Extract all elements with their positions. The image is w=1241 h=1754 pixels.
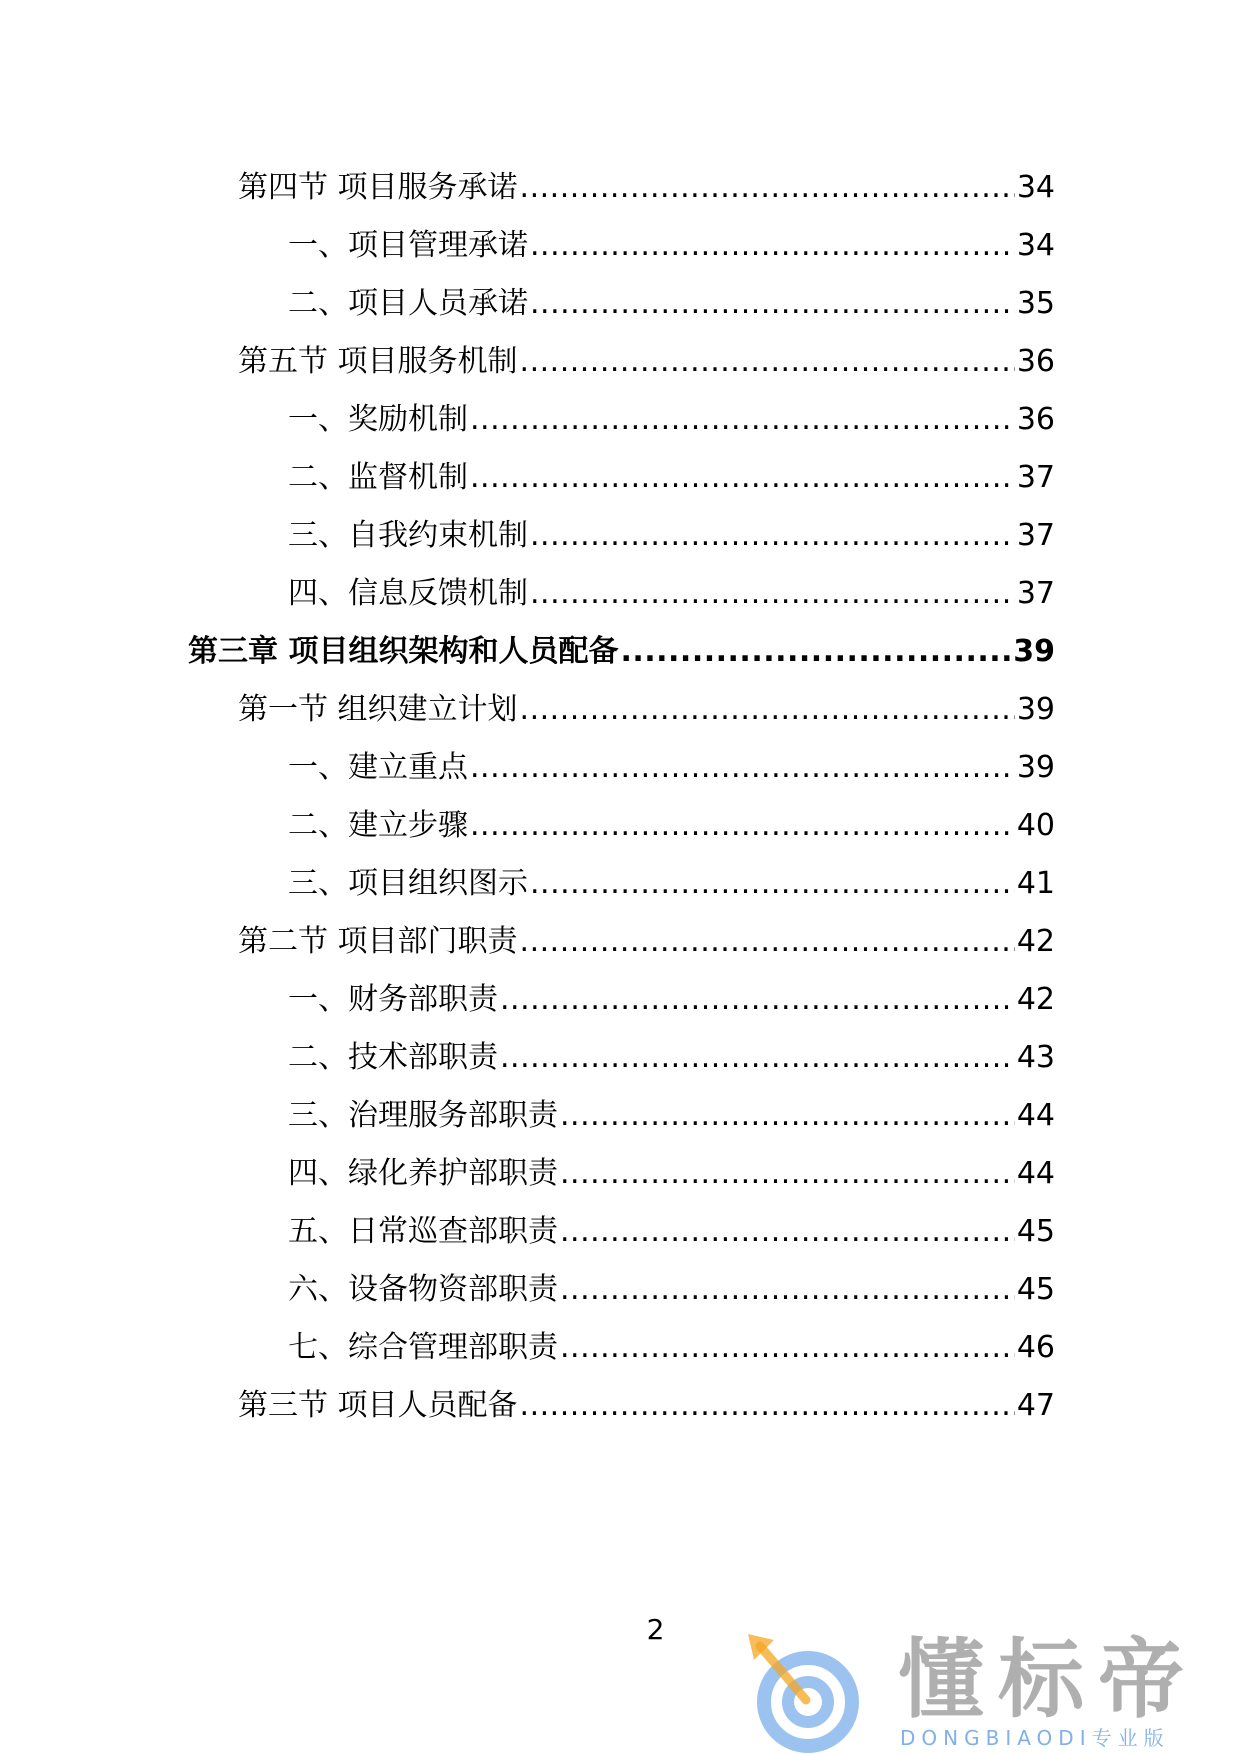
toc-entry[interactable] — [288, 226, 1055, 266]
toc-entry-label: 二、建立步骤 — [288, 808, 468, 843]
toc-entry[interactable] — [288, 1270, 1055, 1310]
toc-leader-dots — [520, 168, 1015, 208]
toc-entry[interactable] — [288, 1212, 1055, 1252]
toc-entry-page: 39 — [1016, 750, 1055, 785]
toc-entry-page: 46 — [1016, 1330, 1055, 1365]
page-number: 2 — [646, 1613, 665, 1646]
toc-entry-label: 一、奖励机制 — [288, 402, 468, 437]
toc-entry[interactable] — [288, 806, 1055, 846]
toc-entry-page: 39 — [1013, 634, 1055, 669]
toc-leader-dots — [520, 1386, 1015, 1426]
toc-entry-label: 三、项目组织图示 — [288, 866, 528, 901]
toc-leader-dots — [620, 632, 1011, 672]
toc-entry[interactable] — [288, 748, 1055, 788]
toc-entry-label: 第二节 项目部门职责 — [238, 924, 518, 959]
toc-leader-dots — [500, 980, 1015, 1020]
toc-leader-dots — [560, 1154, 1015, 1194]
toc-entry-page: 40 — [1016, 808, 1055, 843]
toc-leader-dots — [530, 574, 1015, 614]
toc-leader-dots — [530, 284, 1015, 324]
toc-entry-label: 第四节 项目服务承诺 — [238, 170, 518, 205]
toc-entry-label: 一、项目管理承诺 — [288, 228, 528, 263]
toc-entry-label: 四、信息反馈机制 — [288, 576, 528, 611]
toc-entry-page: 44 — [1016, 1098, 1055, 1133]
toc-entry-label: 三、自我约束机制 — [288, 518, 528, 553]
toc-entry-label: 七、综合管理部职责 — [288, 1330, 558, 1365]
toc-entry-label: 六、设备物资部职责 — [288, 1272, 558, 1307]
toc-entry-page: 42 — [1016, 982, 1055, 1017]
toc-entry[interactable] — [288, 1038, 1055, 1078]
watermark — [740, 1630, 1220, 1754]
toc-leader-dots — [530, 864, 1015, 904]
toc-leader-dots — [520, 922, 1015, 962]
toc-entry-page: 35 — [1016, 286, 1055, 321]
toc-entry[interactable] — [238, 922, 1055, 962]
toc-entry[interactable] — [238, 690, 1055, 730]
toc-entry-label: 第五节 项目服务机制 — [238, 344, 518, 379]
toc-entry-page: 37 — [1016, 518, 1055, 553]
toc-entry-page: 34 — [1016, 170, 1055, 205]
toc-leader-dots — [530, 516, 1015, 556]
watermark-subtitle: DONGBIAODI专业版 — [900, 1726, 1170, 1750]
toc-entry-label: 二、项目人员承诺 — [288, 286, 528, 321]
toc-entry-page: 34 — [1016, 228, 1055, 263]
toc-leader-dots — [560, 1096, 1015, 1136]
toc-entry-page: 37 — [1016, 460, 1055, 495]
toc-entry-label: 一、建立重点 — [288, 750, 468, 785]
toc-entry-page: 45 — [1016, 1272, 1055, 1307]
toc-entry[interactable] — [288, 458, 1055, 498]
toc-entry-page: 44 — [1016, 1156, 1055, 1191]
toc-entry[interactable] — [288, 1328, 1055, 1368]
toc-entry-label: 四、绿化养护部职责 — [288, 1156, 558, 1191]
toc-entry[interactable] — [238, 168, 1055, 208]
toc-entry-label: 三、治理服务部职责 — [288, 1098, 558, 1133]
toc-entry-page: 45 — [1016, 1214, 1055, 1249]
toc-entry[interactable] — [288, 284, 1055, 324]
toc-entry[interactable] — [288, 980, 1055, 1020]
toc-entry-label: 五、日常巡查部职责 — [288, 1214, 558, 1249]
target-logo-icon — [740, 1630, 870, 1754]
toc-leader-dots — [530, 226, 1015, 266]
toc-leader-dots — [520, 342, 1015, 382]
toc-entry[interactable] — [288, 574, 1055, 614]
toc-entry-page: 43 — [1016, 1040, 1055, 1075]
toc-leader-dots — [560, 1328, 1015, 1368]
toc-entry[interactable] — [288, 1154, 1055, 1194]
toc-leader-dots — [470, 400, 1015, 440]
toc-entry[interactable] — [288, 1096, 1055, 1136]
toc-leader-dots — [470, 458, 1015, 498]
toc-entry-label: 第三节 项目人员配备 — [238, 1388, 518, 1423]
toc-entry-label: 第一节 组织建立计划 — [238, 692, 518, 727]
toc-entry[interactable] — [288, 516, 1055, 556]
toc-entry[interactable] — [288, 400, 1055, 440]
toc-entry-page: 37 — [1016, 576, 1055, 611]
toc-entry-page: 36 — [1016, 344, 1055, 379]
toc-entry[interactable] — [238, 1386, 1055, 1426]
toc-entry-page: 36 — [1016, 402, 1055, 437]
toc-leader-dots — [470, 748, 1015, 788]
toc-entry[interactable] — [288, 864, 1055, 904]
toc-entry-label: 二、监督机制 — [288, 460, 468, 495]
watermark-title: 懂标帝 — [898, 1630, 1198, 1730]
toc-entry-label: 一、财务部职责 — [288, 982, 498, 1017]
toc-entry-page: 41 — [1016, 866, 1055, 901]
toc-entry-page: 47 — [1016, 1388, 1055, 1423]
toc-entry-label: 二、技术部职责 — [288, 1040, 498, 1075]
toc-leader-dots — [470, 806, 1015, 846]
toc-leader-dots — [520, 690, 1015, 730]
toc-entry-page: 42 — [1016, 924, 1055, 959]
toc-entry-label: 第三章 项目组织架构和人员配备 — [188, 634, 619, 669]
toc-entry-page: 39 — [1016, 692, 1055, 727]
toc-chapter-entry[interactable] — [188, 632, 1055, 672]
toc-leader-dots — [560, 1270, 1015, 1310]
toc-entry[interactable] — [238, 342, 1055, 382]
toc-leader-dots — [500, 1038, 1015, 1078]
toc-leader-dots — [560, 1212, 1015, 1252]
